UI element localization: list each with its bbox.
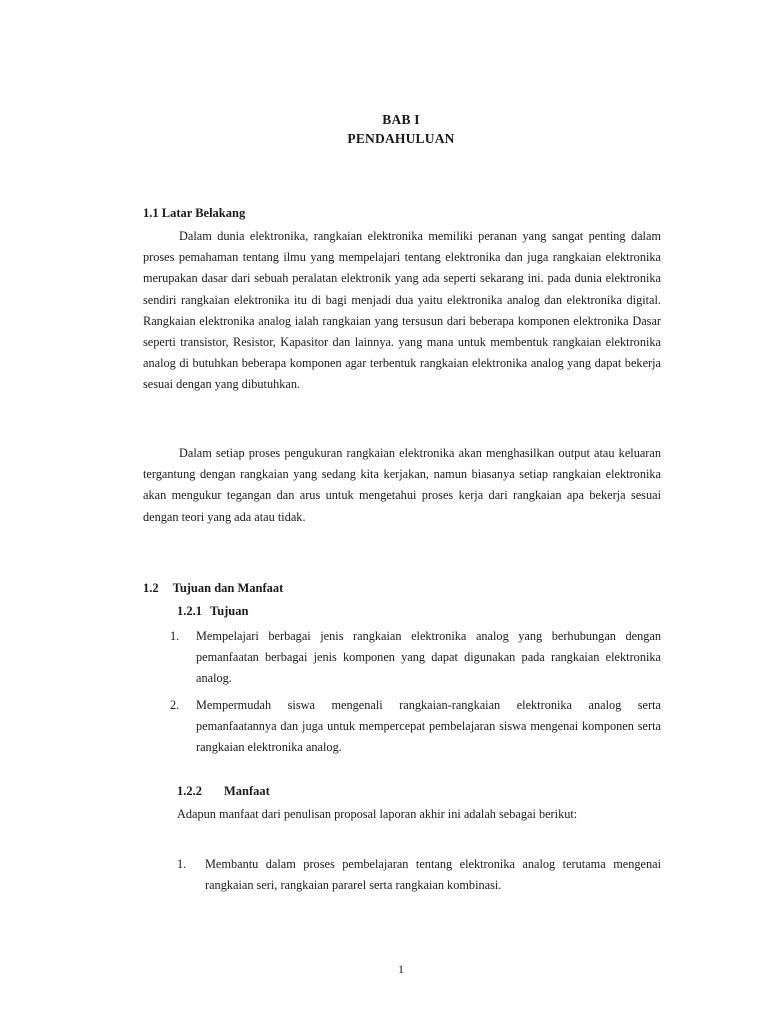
chapter-label: BAB I bbox=[382, 112, 420, 127]
list-number: 1. bbox=[170, 629, 180, 643]
section-heading-latar-belakang: 1.1 Latar Belakang bbox=[143, 206, 246, 220]
chapter-heading bbox=[0, 110, 768, 148]
list-text: Membantu dalam proses pembelajaran tentang elektronika analog terutama mengenai rangkaian seri, rangkaian pararel serta rangkaian kombinasi. bbox=[205, 857, 661, 893]
paragraph-text: Dalam dunia elektronika, rangkaian elektronika memiliki peranan yang sangat penting dalam proses pemahaman tentang ilmu yang mempelajari tentang elektronika dan juga rangkaian elektronika merupakan dasar dari sebuah peralatan elektronik yang ada seperti sekarang ini. pada dunia elektronika sendiri rangkaian elektronika itu di bagi menjadi dua yaitu elektronika analog dan elektronika digital. Rangkaian elektronika analog ialah rangkaian yang tersusun dari beberapa komponen elektronika Dasar seperti transistor, Resistor, Kapasitor dan lainnya. yang mana untuk membentuk rangkaian elektronika analog di butuhkan beberapa komponen agar terbentuk rangkaian elektronika analog yang dapat bekerja sesuai dengan yang dibutuhkan. bbox=[143, 229, 661, 392]
list-text: Mempermudah siswa mengenali rangkaian-rangkaian elektronika analog serta pemanfaatannya dan juga untuk mempercepat pembelajaran siswa mengenai komponen serta rangkaian elektronika analog. bbox=[196, 698, 661, 755]
subsection-number: 1.2.2 bbox=[177, 784, 202, 798]
page-number: 1 bbox=[398, 962, 404, 976]
section-number: 1.2 bbox=[143, 581, 159, 595]
paragraph-latar-belakang-2 bbox=[143, 443, 661, 528]
list-item bbox=[170, 695, 661, 759]
list-item bbox=[170, 626, 661, 690]
subsection-title: Tujuan bbox=[210, 604, 249, 618]
manfaat-intro: Adapun manfaat dari penulisan proposal laporan akhir ini adalah sebagai berikut: bbox=[177, 807, 578, 821]
paragraph-text: Dalam setiap proses pengukuran rangkaian elektronika akan menghasilkan output atau keluaran tergantung dengan rangkaian yang sedang kita kerjakan, namun biasanya setiap rangkaian elektronika akan mengukur tegangan dan arus untuk mengetahui proses kerja dari rangkaian apa bekerja sesuai dengan teori yang ada atau tidak. bbox=[143, 446, 661, 524]
list-text: Mempelajari berbagai jenis rangkaian elektronika analog yang berhubungan dengan pemanfaatan berbagai jenis komponen yang dapat digunakan pada rangkaian elektronika analog. bbox=[196, 629, 661, 686]
paragraph-latar-belakang-1 bbox=[143, 226, 661, 396]
list-item bbox=[177, 854, 661, 896]
subsection-heading-manfaat bbox=[177, 783, 270, 799]
subsection-number: 1.2.1 bbox=[177, 604, 202, 618]
list-number: 1. bbox=[177, 857, 187, 871]
section-heading-tujuan-manfaat bbox=[143, 580, 283, 596]
subsection-heading-tujuan bbox=[177, 603, 248, 619]
chapter-title: PENDAHULUAN bbox=[347, 131, 455, 146]
list-number: 2. bbox=[170, 698, 180, 712]
section-title: Tujuan dan Manfaat bbox=[172, 581, 284, 595]
subsection-title: Manfaat bbox=[224, 784, 270, 798]
